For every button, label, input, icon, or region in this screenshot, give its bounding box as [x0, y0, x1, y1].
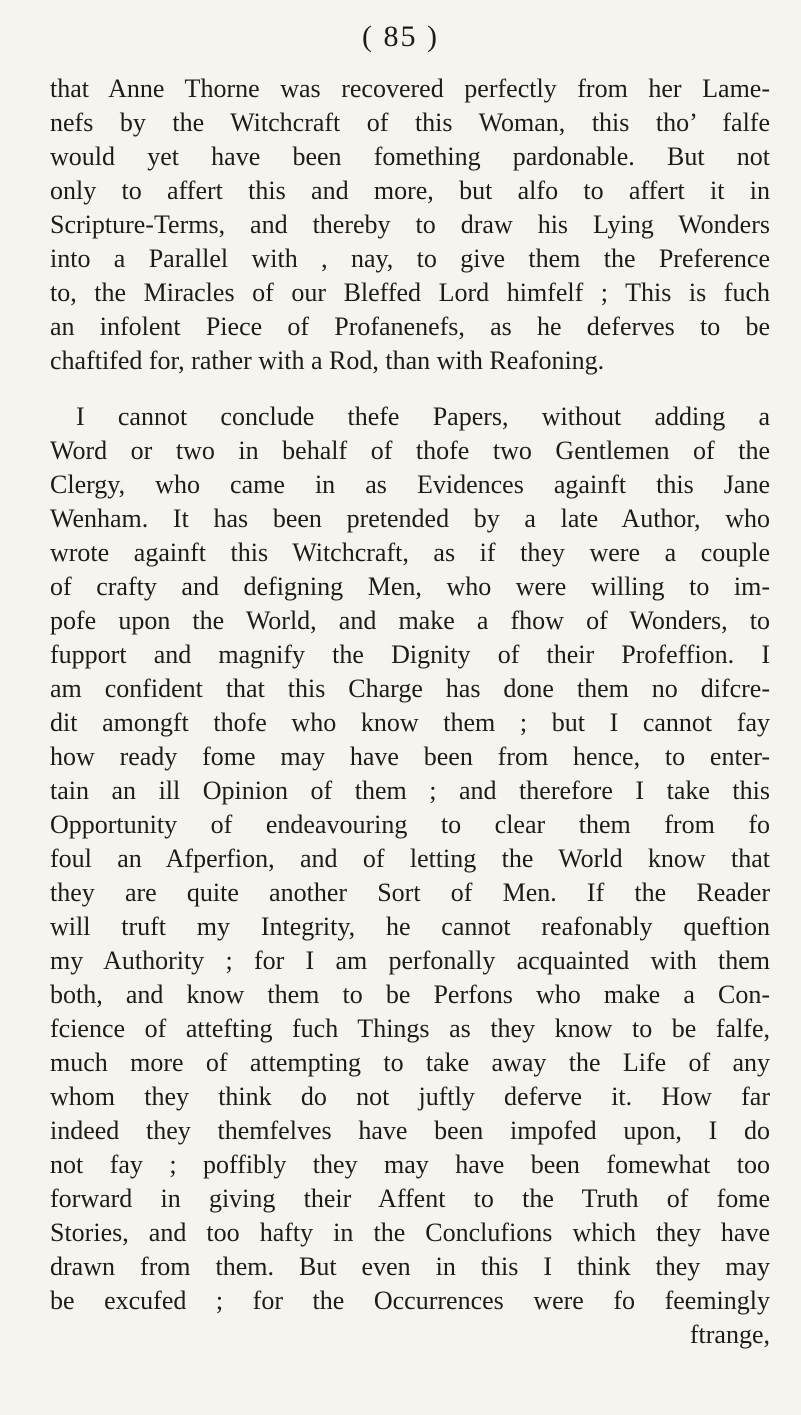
text-line: Opportunity of endeavouring to clear them from fo	[50, 810, 770, 839]
text-line: would yet have been fomething pardonable. But not	[50, 142, 770, 171]
text-line: fupport and magnify the Dignity of their Profeffion. I	[50, 640, 770, 669]
text-line: into a Parallel with , nay, to give them the Preference	[50, 244, 770, 273]
text-line: of crafty and defigning Men, who were willing to im-	[50, 572, 770, 601]
text-line: will truft my Integrity, he cannot reafonably queftion	[50, 912, 770, 941]
text-line: whom they think do not juftly deferve it. How far	[50, 1082, 770, 1111]
text-line: only to affert this and more, but alfo to affert it in	[50, 176, 770, 205]
text-line: they are quite another Sort of Men. If the Reader	[50, 878, 770, 907]
text-line: indeed they themfelves have been impofed upon, I do	[50, 1116, 770, 1145]
catchword: ftrange,	[689, 1320, 770, 1349]
text-line: forward in giving their Affent to the Truth of fome	[50, 1184, 770, 1213]
text-line: chaftifed for, rather with a Rod, than with Reafoning.	[50, 346, 605, 375]
text-line: I cannot conclude thefe Papers, without adding a	[76, 402, 770, 431]
paragraph-1	[50, 72, 770, 378]
text-line: that Anne Thorne was recovered perfectly from her Lame-	[50, 74, 770, 103]
text-line: dit amongft thofe who know them ; but I cannot fay	[50, 708, 770, 737]
text-line: Scripture-Terms, and thereby to draw his Lying Wonders	[50, 210, 770, 239]
paragraph-2	[50, 400, 770, 1318]
text-line: wrote againft this Witchcraft, as if they were a couple	[50, 538, 770, 567]
text-line: am confident that this Charge has done them no difcre-	[50, 674, 770, 703]
text-line: foul an Afperfion, and of letting the World know that	[50, 844, 770, 873]
text-line: nefs by the Witchcraft of this Woman, this tho’ falfe	[50, 108, 770, 137]
text-line: be excufed ; for the Occurrences were fo feemingly	[50, 1286, 770, 1315]
text-line: my Authority ; for I am perfonally acquainted with them	[50, 946, 770, 975]
text-line: pofe upon the World, and make a fhow of Wonders, to	[50, 606, 770, 635]
text-line: fcience of attefting fuch Things as they know to be falfe,	[50, 1014, 770, 1043]
text-line: Wenham. It has been pretended by a late Author, who	[50, 504, 770, 533]
text-line: Clergy, who came in as Evidences againft this Jane	[50, 470, 770, 499]
text-line: drawn from them. But even in this I think they may	[50, 1252, 770, 1281]
text-line: both, and know them to be Perfons who make a Con-	[50, 980, 770, 1009]
text-line: to, the Miracles of our Bleffed Lord himfelf ; This is fuch	[50, 278, 770, 307]
text-block	[50, 72, 770, 1352]
text-line: how ready fome may have been from hence, to enter-	[50, 742, 770, 771]
text-line: not fay ; poffibly they may have been fomewhat too	[50, 1150, 770, 1179]
page-number: ( 85 )	[362, 20, 439, 53]
text-line: an infolent Piece of Profanenefs, as he deferves to be	[50, 312, 770, 341]
text-line: much more of attempting to take away the Life of any	[50, 1048, 770, 1077]
text-line: Stories, and too hafty in the Conclufions which they have	[50, 1218, 770, 1247]
text-line: tain an ill Opinion of them ; and therefore I take this	[50, 776, 770, 805]
text-line: Word or two in behalf of thofe two Gentlemen of the	[50, 436, 770, 465]
